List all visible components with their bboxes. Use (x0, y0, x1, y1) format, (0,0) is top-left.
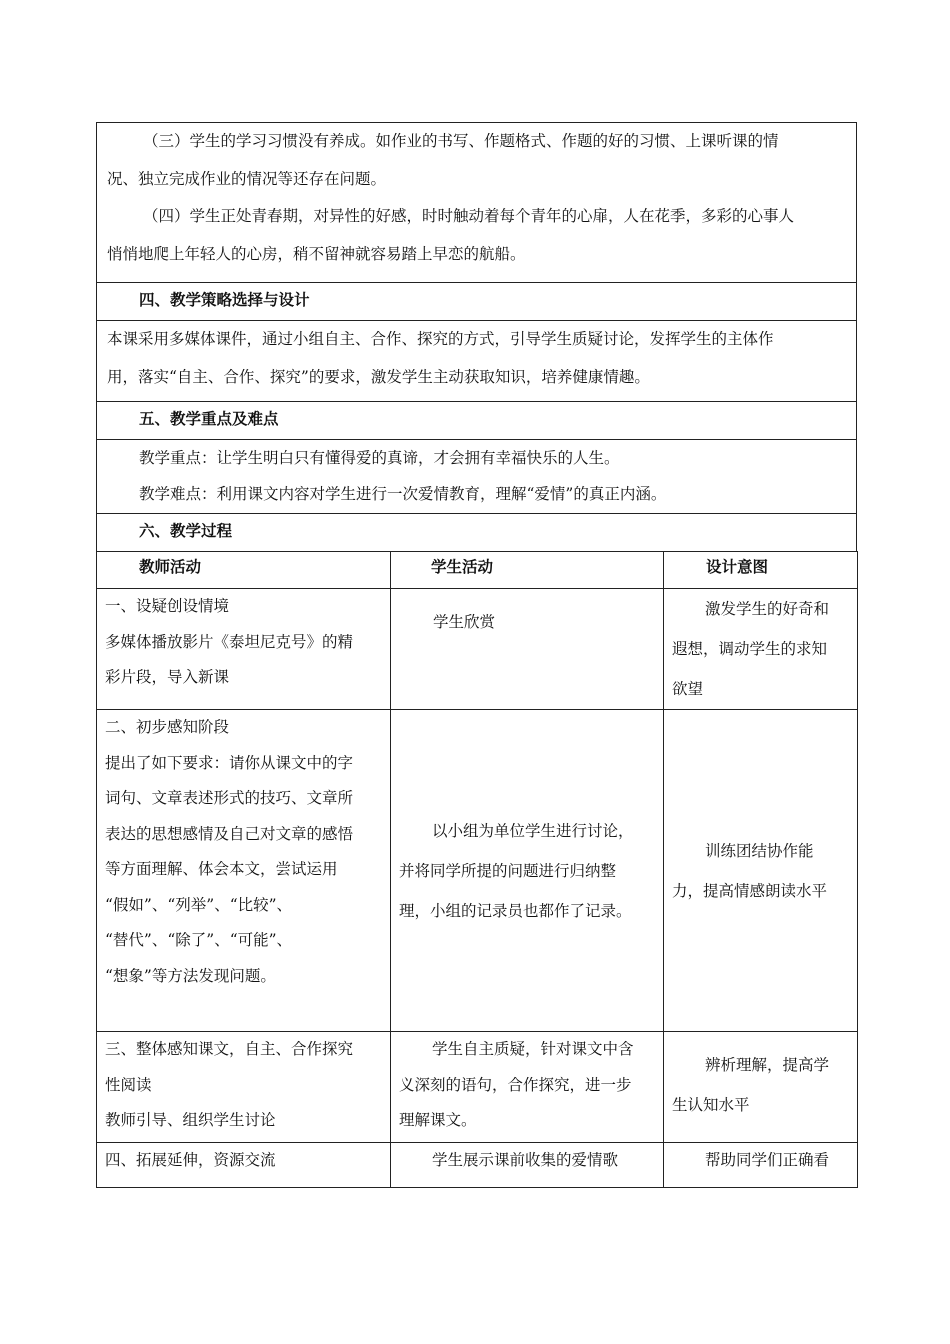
cell-line: 一、设疑创设情境 (105, 597, 230, 615)
cell-line: 学生欣赏 (433, 613, 496, 631)
keypoints-heading: 五、教学重点及难点 (96, 401, 857, 439)
table-row (97, 1032, 858, 1143)
cell-line: 学生自主质疑，针对课文中含 (432, 1040, 634, 1058)
column-header-student: 学生活动 (391, 552, 664, 589)
cell-line: 遐想，调动学生的求知 (672, 640, 828, 658)
cell-line: 辨析理解，提高学 (705, 1056, 830, 1074)
cell-line: 性阅读 (105, 1075, 152, 1094)
teaching-difficulty: 教学难点：利用课文内容对学生进行一次爱情教育，理解“爱情”的真正内涵。 (139, 485, 667, 503)
cell-line: 以小组为单位学生进行讨论， (432, 821, 634, 840)
cell-line: “替代”、“除了”、“可能”、 (105, 931, 293, 949)
paragraph-habits-line2: 况、独立完成作业的情况等还存在问题。 (107, 169, 387, 188)
keypoints-content (96, 439, 857, 513)
teacher-cell (97, 710, 391, 1032)
cell-line: 教师引导、组织学生讨论 (105, 1111, 276, 1129)
process-table (96, 551, 858, 1188)
teaching-focus: 教学重点：让学生明白只有懂得爱的真谛，才会拥有幸福快乐的人生。 (139, 449, 620, 467)
process-heading: 六、教学过程 (96, 513, 857, 551)
learning-situation-section (96, 122, 857, 282)
cell-line: 并将同学所提的问题进行归纳整 (399, 861, 617, 880)
student-cell (391, 589, 664, 710)
intent-cell (664, 1032, 858, 1143)
cell-line: 义深刻的语句，合作探究，进一步 (399, 1075, 632, 1094)
cell-line: 训练团结协作能 (705, 841, 814, 860)
cell-line: “想象”等方法发现问题。 (105, 966, 276, 985)
cell-line: 理，小组的记录员也都作了记录。 (399, 901, 632, 920)
table-row (97, 1143, 858, 1188)
teacher-cell (97, 1143, 391, 1188)
cell-line: 等方面理解、体会本文，尝试运用 (105, 860, 338, 878)
cell-line: 二、初步感知阶段 (105, 718, 230, 736)
strategy-line2: 用，落实“自主、合作、探究”的要求，激发学生主动获取知识，培养健康情趣。 (107, 367, 650, 386)
cell-line: 彩片段，导入新课 (105, 668, 230, 686)
cell-line: 多媒体播放影片《泰坦尼克号》的精 (105, 632, 354, 651)
student-cell (391, 1143, 664, 1188)
paragraph-habits-line1: （三）学生的学习习惯没有养成。如作业的书写、作题格式、作题的好的习惯、上课听课的情 (143, 132, 779, 150)
column-header-intent: 设计意图 (664, 552, 858, 589)
cell-line: “假如”、“列举”、“比较”、 (105, 895, 293, 914)
strategy-heading: 四、教学策略选择与设计 (96, 282, 857, 320)
cell-line: 学生展示课前收集的爱情歌 (432, 1151, 619, 1169)
process-table-header (97, 552, 858, 589)
process-table-wrapper (96, 551, 857, 1188)
strategy-content (96, 320, 857, 401)
column-header-teacher: 教师活动 (97, 552, 391, 589)
cell-line: 四、拓展延伸，资源交流 (105, 1151, 276, 1169)
table-row (97, 589, 858, 710)
paragraph-adolescence-line1: （四）学生正处青春期，对异性的好感，时时触动着每个青年的心扉，人在花季，多彩的心事人 (143, 207, 795, 225)
student-cell (391, 1032, 664, 1143)
lesson-plan-page (96, 122, 857, 1188)
table-row (97, 710, 858, 1032)
cell-line: 帮助同学们正确看 (705, 1151, 830, 1169)
intent-cell (664, 589, 858, 710)
cell-line: 提出了如下要求：请你从课文中的字 (105, 753, 354, 772)
cell-line: 表达的思想感情及自己对文章的感悟 (105, 824, 354, 843)
teacher-cell (97, 1032, 391, 1143)
teacher-cell (97, 589, 391, 710)
student-cell (391, 710, 664, 1032)
cell-line: 欲望 (672, 680, 704, 698)
cell-line: 词句、文章表述形式的技巧、文章所 (105, 789, 354, 807)
cell-line: 生认知水平 (672, 1096, 750, 1114)
cell-line: 力，提高情感朗读水平 (672, 881, 828, 900)
strategy-line1: 本课采用多媒体课件，通过小组自主、合作、探究的方式，引导学生质疑讨论，发挥学生的主体作 (107, 330, 774, 348)
intent-cell (664, 710, 858, 1032)
paragraph-adolescence-line2: 悄悄地爬上年轻人的心房，稍不留神就容易踏上早恋的航船。 (107, 244, 526, 263)
cell-line: 理解课文。 (399, 1111, 477, 1129)
cell-line: 激发学生的好奇和 (705, 600, 830, 618)
cell-line: 三、整体感知课文，自主、合作探究 (105, 1040, 354, 1058)
intent-cell (664, 1143, 858, 1188)
